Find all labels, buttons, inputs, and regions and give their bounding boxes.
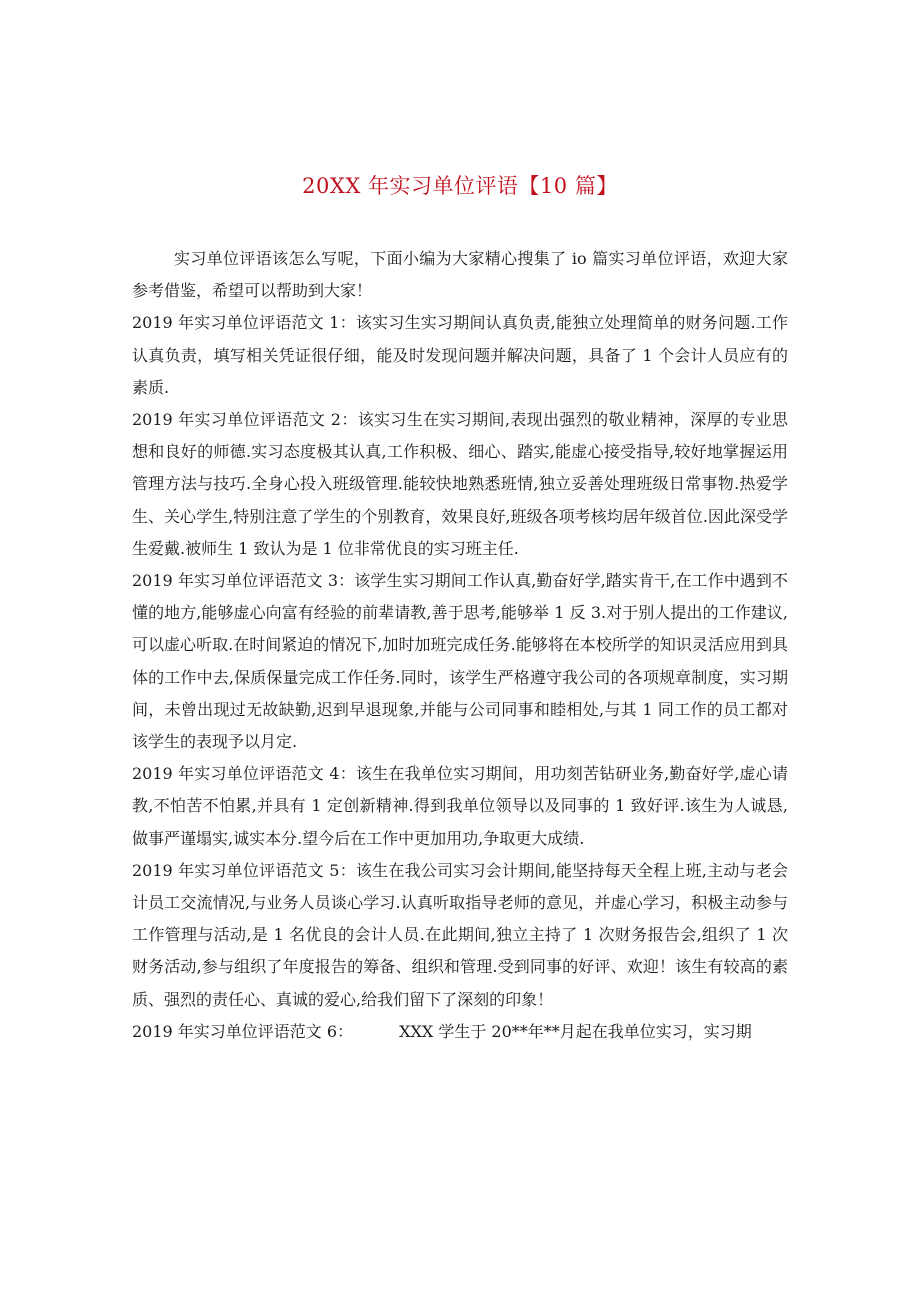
section-text-4: 该生在我单位实习期间，用功刻苦钻研业务,勤奋好学,虚心请教,不怕苦不怕累,并具有 1 定创新精神.得到我单位领导以及同事的 1 致好评.该生为人诚恳,做事严谨塌实,诚实本分.望今后在工作中更加用功,争取更大成绩. bbox=[132, 764, 788, 848]
section-label-3: 2019 年实习单位评语范文 3： bbox=[132, 571, 355, 591]
document-title: 20XX 年实习单位评语【10 篇】 bbox=[302, 174, 618, 198]
document-body bbox=[132, 243, 788, 1048]
section-text-5: 该生在我公司实习会计期间,能坚持每天全程上班,主动与老会计员工交流情况,与业务人员谈心学习.认真听取指导老师的意见，并虚心学习，积极主动参与工作管理与活动,是 1 名优良的会计人员.在此期间,独立主持了 1 次财务报告会,组织了 1 次财务活动,参与组织了年度报告的筹备、组织和管理.受到同事的好评、欢迎！该生有较高的素质、强烈的责任心、真诚的爱心,给我们留下了深刻的印象！ bbox=[132, 860, 788, 1009]
section-label-5: 2019 年实习单位评语范文 5： bbox=[132, 860, 356, 880]
section-label-1: 2019 年实习单位评语范文 1： bbox=[132, 313, 356, 333]
section-text-1: 该实习生实习期间认真负责,能独立处理简单的财务问题.工作认真负责，填写相关凭证很仔细，能及时发现问题并解决问题，具备了 1 个会计人员应有的素质. bbox=[132, 313, 788, 397]
section-paragraph-5 bbox=[132, 855, 788, 1016]
section-text-6: XXX 学生于 20**年**月起在我单位实习，实习期 bbox=[399, 1021, 752, 1041]
section-paragraph-2 bbox=[132, 404, 788, 565]
section-text-3: 该学生实习期间工作认真,勤奋好学,踏实肯干,在工作中遇到不懂的地方,能够虚心向富有经验的前辈请教,善于思考,能够举 1 反 3.对于别人提出的工作建议,可以虚心听取.在时间紧迫的情况下,加时加班完成任务.能够将在本校所学的知识灵活应用到具体的工作中去,保质保量完成工作任务.同时，该学生严格遵守我公司的各项规章制度，实习期间，未曾出现过无故缺勤,迟到早退现象,并能与公司同事和睦相处,与其 1 同工作的员工都对该学生的表现予以月定. bbox=[132, 571, 788, 752]
section-paragraph-6 bbox=[132, 1016, 788, 1048]
section-text-2: 该实习生在实习期间,表现出强烈的敬业精神，深厚的专业思想和良好的师德.实习态度极其认真,工作积极、细心、踏实,能虚心接受指导,较好地掌握运用管理方法与技巧.全身心投入班级管理.能较快地熟悉班情,独立妥善处理班级日常事物.热爱学生、关心学生,特别注意了学生的个别教育，效果良好,班级各项考核均居年级首位.因此深受学生爱戴.被师生 1 致认为是 1 位非常优良的实习班主任. bbox=[132, 410, 788, 558]
section-paragraph-3 bbox=[132, 565, 788, 758]
intro-paragraph: 实习单位评语该怎么写呢，下面小编为大家精心搜集了 io 篇实习单位评语，欢迎大家参考借鉴，希望可以帮助到大家！ bbox=[132, 249, 788, 301]
section-label-6: 2019 年实习单位评语范文 6： bbox=[132, 1021, 354, 1041]
section-paragraph-4 bbox=[132, 758, 788, 855]
section-label-4: 2019 年实习单位评语范文 4： bbox=[132, 764, 356, 784]
section-paragraph-1 bbox=[132, 307, 788, 404]
section-label-2: 2019 年实习单位评语范文 2： bbox=[132, 410, 358, 430]
